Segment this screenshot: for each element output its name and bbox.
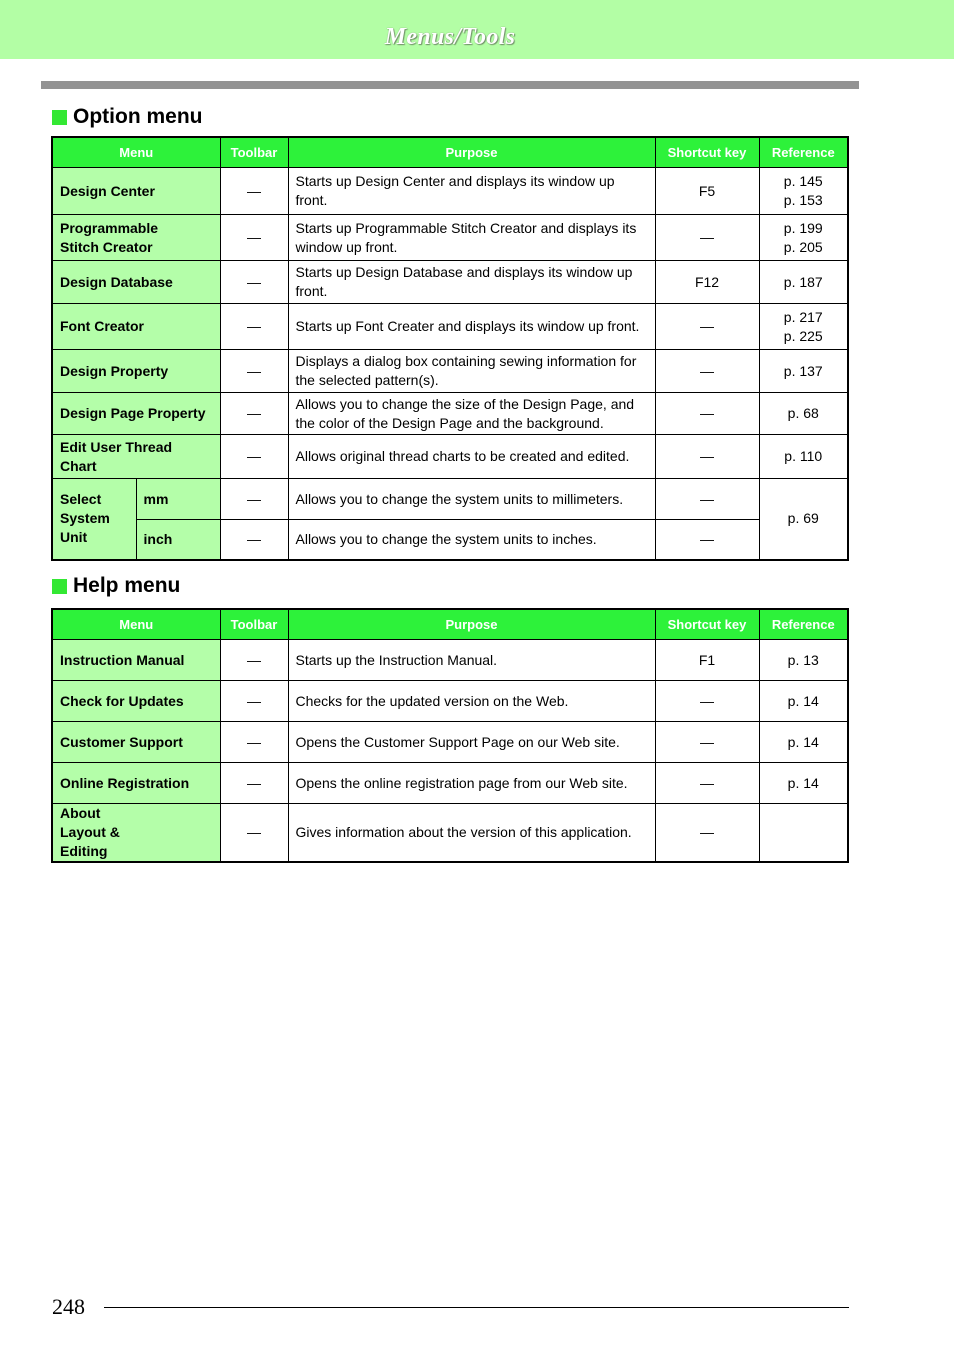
purpose-cell: Checks for the updated version on the Web. [288,681,655,722]
toolbar-cell: — [220,304,288,350]
table-row [52,722,848,763]
menu-name-cell: Design Property [52,350,220,393]
purpose-cell: Opens the Customer Support Page on our Web site. [288,722,655,763]
shortcut-cell: — [655,393,759,435]
green-square-icon [52,110,67,125]
toolbar-cell: — [220,640,288,681]
purpose-cell: Starts up Font Creater and displays its window up front. [288,304,655,350]
menu-name-cell: Select System Unit [52,479,136,560]
shortcut-cell: — [655,479,759,520]
reference-cell [759,393,848,435]
header-row [52,609,848,640]
table-row [52,681,848,722]
column-header: Reference [759,137,848,168]
column-header: Shortcut key [655,609,759,640]
reference-line: p. 187 [783,273,823,290]
menu-name-cell: Edit User Thread Chart [52,435,220,479]
table-row [52,520,848,560]
table-row [52,168,848,215]
reference-cell [759,215,848,261]
toolbar-cell: — [220,722,288,763]
reference-cell [759,681,848,722]
option-menu-table-body [52,168,848,560]
reference-cell [759,435,848,479]
shortcut-cell: — [655,722,759,763]
header-divider [41,81,859,89]
reference-cell [759,304,848,350]
menu-name-cell: Online Registration [52,763,220,804]
column-header: Purpose [288,609,655,640]
toolbar-cell: — [220,763,288,804]
table-row [52,763,848,804]
help-menu-heading [52,573,180,599]
table-row [52,261,848,304]
menu-name-cell: Customer Support [52,722,220,763]
toolbar-cell: — [220,479,288,520]
page-number: 248 [52,1294,85,1319]
footer-divider [104,1307,849,1308]
table-row [52,640,848,681]
reference-cell [759,261,848,304]
table-row [52,804,848,863]
reference-line: p. 110 [784,448,823,464]
table-row [52,350,848,393]
reference-cell [759,722,848,763]
reference-cell: p. 69 [759,479,848,560]
toolbar-cell: — [220,261,288,304]
reference-line: p. 137 [783,362,823,379]
purpose-cell: Allows original thread charts to be created and edited. [288,435,655,479]
reference-line: p. 199 [783,219,823,236]
menu-name-cell: Font Creator [52,304,220,350]
shortcut-cell: — [655,350,759,393]
purpose-cell: Starts up Design Database and displays its window up front. [288,261,655,304]
submenu-cell: mm [136,479,220,520]
toolbar-cell: — [220,520,288,560]
column-header: Toolbar [220,609,288,640]
menu-name-cell: Design Database [52,261,220,304]
column-header: Menu [52,609,220,640]
shortcut-cell: — [655,435,759,479]
reference-line: p. 14 [787,692,819,709]
option-menu-table-header [52,137,848,168]
column-header: Shortcut key [655,137,759,168]
table-row [52,435,848,479]
menu-name-cell: Design Page Property [52,393,220,435]
reference-line: p. 14 [787,733,819,750]
reference-line: p. 217 [783,308,823,325]
reference-line: p. 68 [787,405,819,421]
page-header-title: Menus/Tools [384,24,516,50]
column-header: Toolbar [220,137,288,168]
shortcut-cell: F12 [655,261,759,304]
toolbar-cell: — [220,215,288,261]
toolbar-cell: — [220,393,288,435]
column-header: Purpose [288,137,655,168]
reference-line: p. 153 [783,192,823,208]
toolbar-cell: — [220,350,288,393]
purpose-cell: Allows you to change the system units to inches. [288,520,655,560]
help-menu-table [51,608,849,863]
purpose-cell: Starts up Programmable Stitch Creator and displays its window up front. [288,215,655,261]
reference-cell [759,804,848,863]
reference-line: p. 145 [783,173,823,189]
column-header: Menu [52,137,220,168]
purpose-cell: Starts up the Instruction Manual. [288,640,655,681]
reference-cell [759,350,848,393]
toolbar-cell: — [220,435,288,479]
help-menu-table-body [52,640,848,863]
purpose-cell: Allows you to change the size of the Design Page, and the color of the Design Page and the background. [288,393,655,435]
menu-name-cell: Programmable Stitch Creator [52,215,220,261]
reference-line: p. 13 [787,651,819,668]
reference-line: p. 14 [787,774,819,791]
help-menu-table-header [52,609,848,640]
menu-name-cell: Check for Updates [52,681,220,722]
toolbar-cell: — [220,168,288,215]
option-menu-table [51,136,849,561]
purpose-cell: Displays a dialog box containing sewing information for the selected pattern(s). [288,350,655,393]
shortcut-cell: — [655,681,759,722]
menu-name-cell: Instruction Manual [52,640,220,681]
table-row [52,479,848,520]
purpose-cell: Opens the online registration page from our Web site. [288,763,655,804]
purpose-cell: Gives information about the version of this application. [288,804,655,863]
shortcut-cell: — [655,804,759,863]
table-row [52,304,848,350]
green-square-icon [52,579,67,594]
shortcut-cell: — [655,520,759,560]
reference-cell [759,168,848,215]
shortcut-cell: — [655,304,759,350]
header-row [52,137,848,168]
table-row [52,393,848,435]
toolbar-cell: — [220,681,288,722]
help-menu-heading-text: Help menu [73,574,181,597]
purpose-cell: Allows you to change the system units to millimeters. [288,479,655,520]
shortcut-cell: — [655,215,759,261]
menu-name-cell: About Layout & Editing [52,804,220,863]
submenu-cell: inch [136,520,220,560]
option-menu-heading [52,104,203,130]
shortcut-cell: F1 [655,640,759,681]
column-header: Reference [759,609,848,640]
purpose-cell: Starts up Design Center and displays its window up front. [288,168,655,215]
option-menu-heading-text: Option menu [73,105,203,128]
shortcut-cell: — [655,763,759,804]
table-row [52,215,848,261]
reference-cell [759,640,848,681]
toolbar-cell: — [220,804,288,863]
reference-cell [759,763,848,804]
reference-line: p. 205 [783,238,823,255]
menu-name-cell: Design Center [52,168,220,215]
reference-line: p. 225 [783,327,823,344]
shortcut-cell: F5 [655,168,759,215]
